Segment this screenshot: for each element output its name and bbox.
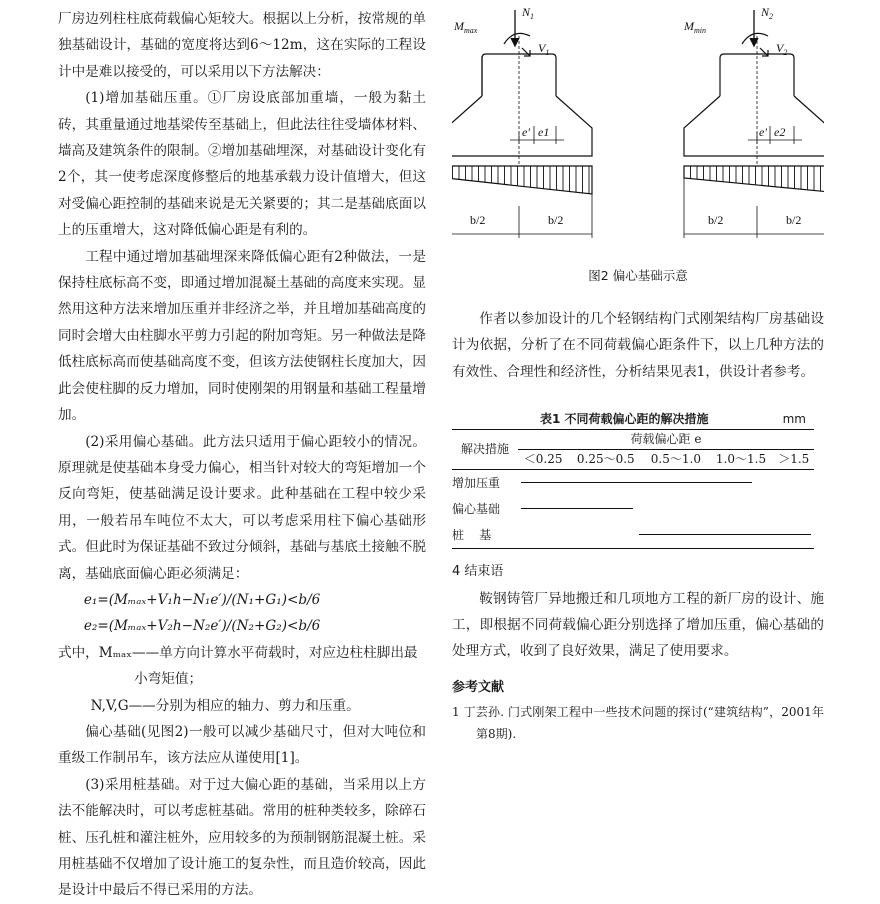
figure-eccentric-foundation — [452, 6, 824, 306]
paragraph-method-3: (3)采用桩基础。对于过大偏心距的基础，当采用以上方法不能解决时，可以考虑桩基础。常用的桩种类较多，除碎石桩、压孔桩和灌注桩外，应用较多的为预制钢筋混凝土桩。采用桩基础不仅增加了设计施工的复杂性，而且造价较高，因此是设计中最后不得已采用的方法。 — [58, 776, 426, 899]
fig-left-eprime-label: e′ — [522, 125, 530, 139]
table-col-header: 0.5～1.0 — [650, 452, 701, 467]
table-row-label: 增加压重 — [452, 475, 501, 490]
fig-right-b-half-1: b/2 — [708, 213, 724, 227]
table-col-header: 0.25～0.5 — [576, 452, 635, 467]
fig-left-e-label: e1 — [538, 125, 550, 139]
paragraph-method-2: (2)采用偏心基础。此方法只适用于偏心距较小的情况。原理就是使基础本身受力偏心，相当针对较大的弯矩增加一个反向弯矩，使基础满足设计要求。此种基础在工程中较少采用，一般若吊车吨位不太大，可以考虑采用柱下偏心基础形式。但此时为保证基础不致过分倾斜，基础与基底土接触不脱离，基础底面偏心距必须满足： — [58, 433, 426, 582]
references-title: 参考文献 — [452, 679, 505, 695]
paragraph-conclusion: 鞍钢铸管厂异地搬迁和几项地方工程的新厂房的设计、施工，即根据不同荷载偏心距分别选择了增加压重，偏心基础的处理方式，收到了良好效果，满足了使用要求。 — [452, 590, 824, 660]
table-col-header: ＜0.25 — [523, 452, 563, 467]
paragraph-eccentric-note: 偏心基础(见图2)一般可以减少基础尺寸，但对大吨位和重级工作制吊车，该方法应从谨使用[1]。 — [58, 723, 426, 767]
fig-left-axial-label: $N_1$ — [522, 6, 535, 21]
paragraph-depth-methods: 工程中通过增加基础埋深来降低偏心距有2种做法，一是保持柱底标高不变，即通过增加混凝土基础的高度来实现。显然用这种方法来增加压重并非经济之举，并且增加基础高度的同时会增大由柱脚水平剪力引起的附加弯矩。另一种做法是降低柱底标高而使基础高度不变，但该方法使钢柱长度加大，因此会使柱脚的反力增加，同时使刚架的用钢量和基础工程量增加。 — [58, 248, 426, 424]
fig-right-moment-label: $M_{min}$ — [684, 19, 706, 35]
paragraph-method-1: (1)增加基础压重。①厂房设底部加重墙，一般为黏土砖，其重量通过地基梁传至基础上，但此法往往受墙体材料、墙高及建筑条件的限制。②增加基础埋深，对基础设计变化有2个，其一使考虑深度修整后的地基承载力设计值增大，但这对受偏心距控制的基础来说是无关紧要的；其二是基础底面以上的压重增大，这对降低偏心距是有利的。 — [58, 90, 426, 239]
table-unit: mm — [782, 412, 806, 427]
reference-item: 1 丁芸孙. 门式刚架工程中一些技术问题的探讨(“建筑结构”，2001年第8期). — [452, 705, 824, 742]
fig-right-eprime-label: e′ — [759, 125, 767, 139]
foundation-right — [684, 10, 824, 238]
fig-right-shear-label: $V_2$ — [776, 41, 788, 57]
table-title — [452, 409, 824, 429]
fig-left-moment-label: $M_{max}$ — [454, 19, 478, 35]
definition-mmax-cont: 小弯矩值； — [134, 671, 203, 688]
applicability-range-line — [639, 534, 811, 535]
table-col-header: 1.0～1.5 — [715, 452, 767, 467]
table-row — [452, 496, 814, 522]
definition-mmax: 式中，Mₘₐₓ——单方向计算水平荷载时，对应边柱柱脚出最 — [58, 644, 418, 661]
table-group-header: 荷载偏心距 e — [518, 430, 814, 450]
table-row-label: 桩 基 — [452, 527, 492, 542]
fig-left-b-half-2: b/2 — [548, 213, 564, 227]
section-heading-conclusion: 4 结束语 — [452, 564, 504, 580]
table-col-header: ＞1.5 — [778, 452, 810, 467]
foundation-diagram — [452, 6, 824, 261]
formula-e2: e₂=(Mₘₐₓ+V₂h−N₂e′)/(N₂+G₂)<b/6 — [83, 618, 321, 635]
table-row — [452, 470, 814, 497]
table-row-label: 偏心基础 — [452, 501, 501, 516]
fig-right-e-label: e2 — [774, 125, 786, 139]
formula-e1: e₁=(Mₘₐₓ+V₁h−N₁e′)/(N₁+G₁)<b/6 — [83, 591, 321, 608]
fig-left-shear-label: $V_1$ — [538, 41, 550, 57]
figure-caption: 图2 偏心基础示意 — [588, 268, 688, 283]
fig-left-b-half-1: b/2 — [470, 213, 486, 227]
paragraph-intro: 厂房边列柱柱底荷载偏心矩较大。根据以上分析，按常规的单独基础设计，基础的宽度将达到6～12m，这在实际的工程设计中是难以接受的，可以采用以下方法解决： — [58, 11, 426, 80]
foundation-left — [452, 10, 592, 238]
measures-table — [452, 429, 814, 549]
table-row — [452, 522, 814, 549]
fig-right-axial-label: $N_2$ — [761, 6, 774, 21]
fig-right-b-half-2: b/2 — [786, 213, 802, 227]
table-title-text: 表1 不同荷载偏心距的解决措施 — [540, 412, 709, 427]
right-column — [452, 6, 824, 745]
applicability-range-line — [521, 482, 752, 483]
applicability-range-line — [521, 508, 633, 509]
definition-nvg: N,V,G——分别为相应的轴力、剪力和压重。 — [90, 697, 360, 714]
left-column — [58, 6, 426, 904]
paragraph-analysis: 作者以参加设计的几个轻钢结构门式刚架结构厂房基础设计为依据，分析了在不同荷载偏心距条件下，以上几种方法的有效性、合理性和经济性，分析结果见表1，供设计者参考。 — [452, 311, 824, 380]
table-row-header: 解决措施 — [452, 430, 518, 470]
